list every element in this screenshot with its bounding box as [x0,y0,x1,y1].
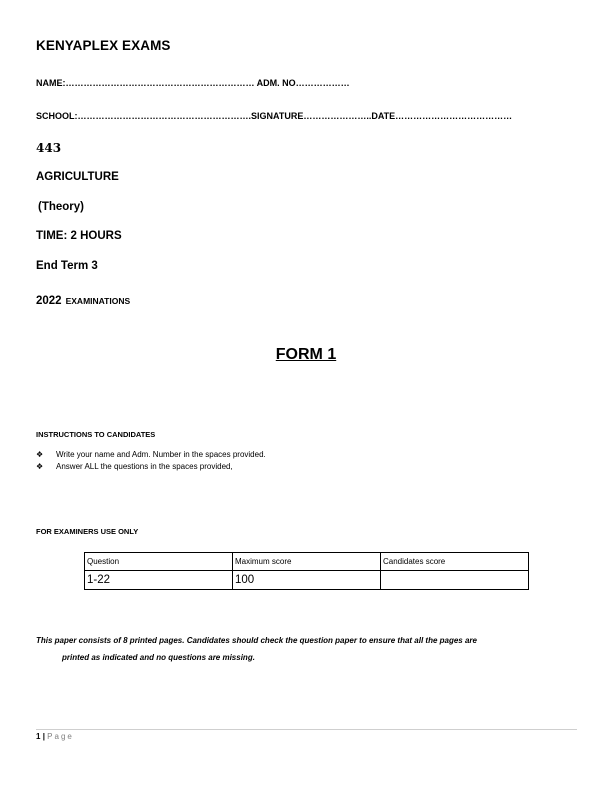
table-row [85,571,529,590]
cell-candidates-score[interactable] [381,571,529,590]
paper-type: (Theory) [38,201,84,213]
name-adm-line: NAME:……………………………………………………… ADM. NO……………… [36,78,350,88]
cell-maximum-score: 100 [233,571,381,590]
exam-body-title: KENYAPLEX EXAMS [36,38,171,53]
diamond-bullet-icon: ❖ [36,450,44,459]
paper-note [36,632,576,666]
note-line-1: This paper consists of 8 printed pages. Candidates should check the question paper to ensure that all the pages are [36,636,477,645]
page-footer [36,732,74,741]
instruction-text: Write your name and Adm. Number in the spaces provided. [56,450,266,459]
footer-separator: | [42,732,45,741]
time-allowed: TIME: 2 HOURS [36,230,122,242]
subject-title: AGRICULTURE [36,171,119,183]
page-word: Page [47,732,74,741]
instructions-list [36,449,266,473]
exam-year: 2022 [36,295,62,307]
column-header-question: Question [85,553,233,571]
paper-code: 443 [36,141,62,155]
list-item [36,449,266,461]
examiners-score-table [84,552,529,590]
page-number: 1 [36,732,41,741]
diamond-bullet-icon: ❖ [36,462,44,471]
cell-question-range: 1-22 [85,571,233,590]
instructions-heading: INSTRUCTIONS TO CANDIDATES [36,430,156,439]
examiners-heading: FOR EXAMINERS USE ONLY [36,527,139,536]
form-title: FORM 1 [275,346,337,363]
footer-divider [36,729,577,730]
examinations-label: EXAMINATIONS [65,296,131,306]
column-header-maximum-score: Maximum score [233,553,381,571]
note-line-2: printed as indicated and no questions are missing. [62,653,255,662]
term-label: End Term 3 [36,260,98,272]
column-header-candidates-score: Candidates score [381,553,529,571]
school-signature-date-line: SCHOOL:………………………………………………….SIGNATURE…………………..DATE………………………………… [36,111,513,121]
list-item [36,461,266,473]
instruction-text: Answer ALL the questions in the spaces provided, [56,462,233,471]
year-examinations [36,291,130,309]
table-header-row [85,553,529,571]
